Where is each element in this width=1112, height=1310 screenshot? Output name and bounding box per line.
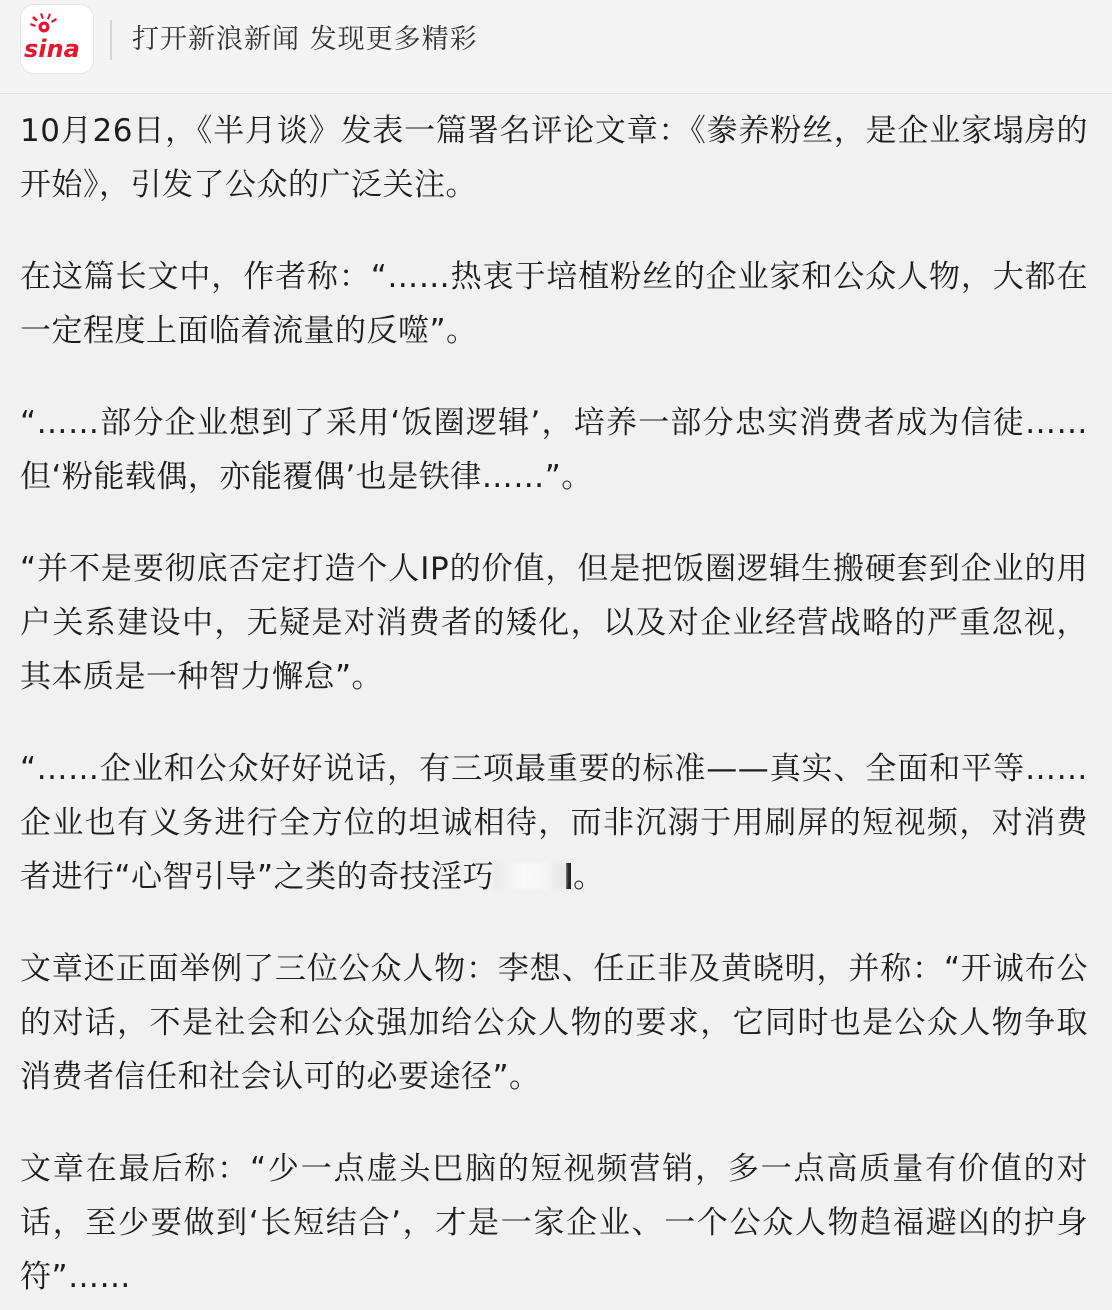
paragraph-text: “……企业和公众好好说话，有三项最重要的标准——真实、全面和平等……企业也有义务进行全方位的坦诚相待，而非沉溺于用刷屏的短视频，对消费者进行“心智引导”之类的奇技淫巧 (20, 751, 1088, 895)
article-paragraph: 文章还正面举例了三位公众人物：李想、任正非及黄晓明，并称：“开诚布公的对话，不是社会和公众强加给公众人物的要求，它同时也是公众人物争取消费者信任和社会认可的必要途径”。 (20, 951, 1088, 1095)
banner-divider (110, 20, 112, 60)
sina-eye-logo-icon (23, 11, 93, 69)
article-body (0, 94, 1112, 1304)
paragraph-text-end: 。 (573, 859, 605, 895)
svg-text:sina: sina (24, 35, 80, 63)
redacted-blur (494, 863, 566, 889)
article-paragraph: “……部分企业想到了采用‘饭圈逻辑’，培养一部分忠实消费者成为信徒……但‘粉能载偶，亦能覆偶’也是铁律……”。 (20, 405, 1088, 495)
sina-logo[interactable] (20, 4, 94, 74)
article-paragraph: 10月26日，《半月谈》发表一篇署名评论文章：《豢养粉丝，是企业家塌房的开始》，引发了公众的广泛关注。 (20, 113, 1088, 203)
article-paragraph: 文章在最后称：“少一点虚头巴脑的短视频营销，多一点高质量有价值的对话，至少要做到‘长短结合’，才是一家企业、一个公众人物趋福避凶的护身符”…… (20, 1151, 1088, 1295)
article-paragraph: “并不是要彻底否定打造个人IP的价值，但是把饭圈逻辑生搬硬套到企业的用户关系建设中，无疑是对消费者的矮化，以及对企业经营战略的严重忽视，其本质是一种智力懈怠”。 (20, 551, 1088, 695)
redacted-bar (566, 863, 571, 889)
app-download-banner[interactable] (0, 0, 1112, 94)
article-paragraph (20, 742, 1088, 904)
open-app-prompt[interactable]: 打开新浪新闻 发现更多精彩 (132, 24, 478, 55)
article-paragraph: 在这篇长文中，作者称：“……热衷于培植粉丝的企业家和公众人物，大都在一定程度上面临着流量的反噬”。 (20, 259, 1088, 349)
